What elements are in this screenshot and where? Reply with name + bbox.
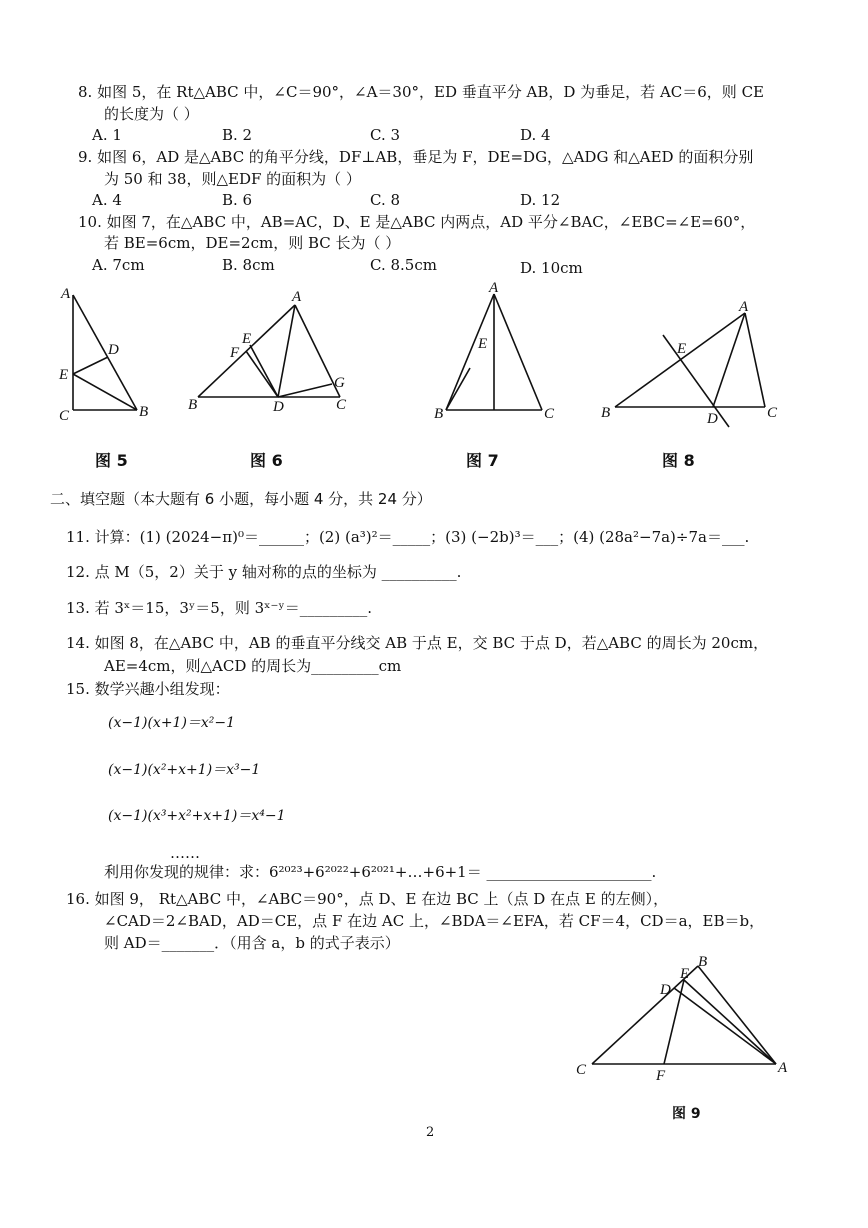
fig5-label-e: E: [59, 367, 69, 383]
fig8-label-d: D: [707, 411, 718, 427]
fig6-label-g: G: [334, 375, 345, 391]
figure-7: [430, 280, 560, 434]
q15-equation-3: (x−1)(x³+x²+x+1)＝x⁴−1: [108, 808, 286, 824]
q15-title: 15. 数学兴趣小组发现：: [66, 680, 230, 698]
q9-option-c: C. 8: [370, 191, 401, 209]
q9-option-a: A. 4: [92, 191, 122, 209]
figure-9: [570, 950, 800, 1094]
q16-line3: 则 AD＝_______．（用含 a，b 的式子表示）: [104, 934, 400, 952]
q9-option-d: D. 12: [520, 191, 561, 209]
fig6-label-e: E: [242, 331, 252, 347]
q14-line2: AE=4cm，则△ACD 的周长为_________cm: [104, 657, 402, 675]
figure-5: [50, 280, 160, 434]
figure-6: [180, 285, 360, 429]
fig9-label-d: D: [660, 982, 671, 998]
q15-question: 利用你发现的规律：求：6²⁰²³+6²⁰²²+6²⁰²¹+…+6+1＝ ______________________.: [104, 863, 657, 881]
q10-option-b: B. 8cm: [222, 256, 275, 274]
q15-dots: ……: [170, 844, 200, 862]
figure-9-caption: 图 9: [672, 1106, 701, 1122]
q9-line1: 9. 如图 6，AD 是△ABC 的角平分线，DF⊥AB，垂足为 F，DE=DG，△ADG 和△AED 的面积分别: [78, 148, 754, 166]
q9-option-b: B. 6: [222, 191, 253, 209]
q10-line1: 10. 如图 7，在△ABC 中，AB=AC，D、E 是△ABC 内两点，AD 平分∠BAC，∠EBC=∠E=60°，: [78, 213, 756, 231]
q9-line2: 为 50 和 38，则△EDF 的面积为（ ）: [104, 170, 361, 188]
figure-5-caption: 图 5: [95, 451, 128, 470]
q10-line2: 若 BE=6cm，DE=2cm，则 BC 长为（ ）: [104, 234, 401, 252]
q8-line2: 的长度为（ ）: [104, 105, 199, 123]
q16-line2: ∠CAD＝2∠BAD，AD＝CE，点 F 在边 AC 上，∠BDA＝∠EFA，若 CF＝4，CD＝a，EB＝b，: [104, 912, 765, 930]
q8-option-c: C. 3: [370, 126, 401, 144]
q10-option-d: D. 10cm: [520, 259, 583, 277]
q15-equation-2: (x−1)(x²+x+1)＝x³−1: [108, 762, 261, 778]
fig7-label-c: C: [544, 406, 555, 422]
fig6-label-d: D: [273, 399, 284, 415]
q10-option-a: A. 7cm: [92, 256, 145, 274]
fig7-label-e: E: [478, 336, 488, 352]
q16-line1: 16. 如图 9， Rt△ABC 中，∠ABC＝90°，点 D、E 在边 BC 上（点 D 在点 E 的左侧），: [66, 890, 669, 908]
fig9-label-c: C: [576, 1062, 587, 1078]
fig9-label-f: F: [656, 1068, 666, 1084]
fig5-label-b: B: [139, 404, 149, 420]
fig8-label-e: E: [677, 341, 687, 357]
fig8-label-a: A: [739, 299, 749, 315]
q15-equation-1: (x−1)(x+1)＝x²−1: [108, 715, 236, 731]
fig6-label-f: F: [230, 345, 240, 361]
q11: 11. 计算：(1) (2024−π)⁰＝______；(2) (a³)²＝_____；(3) (−2b)³＝___；(4) (28a²−7a)÷7a＝___.: [66, 528, 750, 546]
fig8-label-c: C: [767, 405, 778, 421]
q8-line1: 8. 如图 5，在 Rt△ABC 中，∠C＝90°，∠A＝30°，ED 垂直平分 AB，D 为垂足，若 AC＝6，则 CE: [78, 83, 764, 101]
fig6-label-c: C: [336, 397, 347, 413]
q12: 12. 点 M（5，2）关于 y 轴对称的点的坐标为 __________.: [66, 563, 462, 581]
fig7-label-a: A: [489, 280, 499, 296]
section-2-title: 二、填空题（本大题有 6 小题，每小题 4 分，共 24 分）: [50, 490, 432, 508]
figure-8-diagram: [595, 295, 795, 435]
figure-5-diagram: [50, 280, 160, 430]
figure-7-caption: 图 7: [466, 451, 499, 470]
q8-option-b: B. 2: [222, 126, 253, 144]
fig8-label-b: B: [601, 405, 611, 421]
q10-option-c: C. 8.5cm: [370, 256, 437, 274]
fig9-label-b: B: [698, 954, 708, 970]
q13: 13. 若 3ˣ＝15，3ʸ＝5，则 3ˣ⁻ʸ＝_________.: [66, 599, 373, 617]
fig6-label-b: B: [188, 397, 198, 413]
fig9-label-e: E: [680, 966, 690, 982]
figure-8-caption: 图 8: [662, 451, 695, 470]
fig6-label-a: A: [292, 289, 302, 305]
q8-option-d: D. 4: [520, 126, 551, 144]
q14-line1: 14. 如图 8，在△ABC 中，AB 的垂直平分线交 AB 于点 E，交 BC 于点 D，若△ABC 的周长为 20cm，: [66, 634, 769, 652]
page-number: 2: [426, 1125, 435, 1140]
figure-6-caption: 图 6: [250, 451, 283, 470]
figure-9-diagram: [570, 950, 800, 1090]
figure-8: [595, 295, 795, 439]
fig5-label-d: D: [108, 342, 119, 358]
fig5-label-c: C: [59, 408, 70, 424]
figure-6-diagram: [180, 285, 360, 425]
figure-7-diagram: [430, 280, 560, 430]
fig5-label-a: A: [61, 286, 71, 302]
q8-option-a: A. 1: [92, 126, 122, 144]
fig9-label-a: A: [778, 1060, 788, 1076]
fig7-label-b: B: [434, 406, 444, 422]
